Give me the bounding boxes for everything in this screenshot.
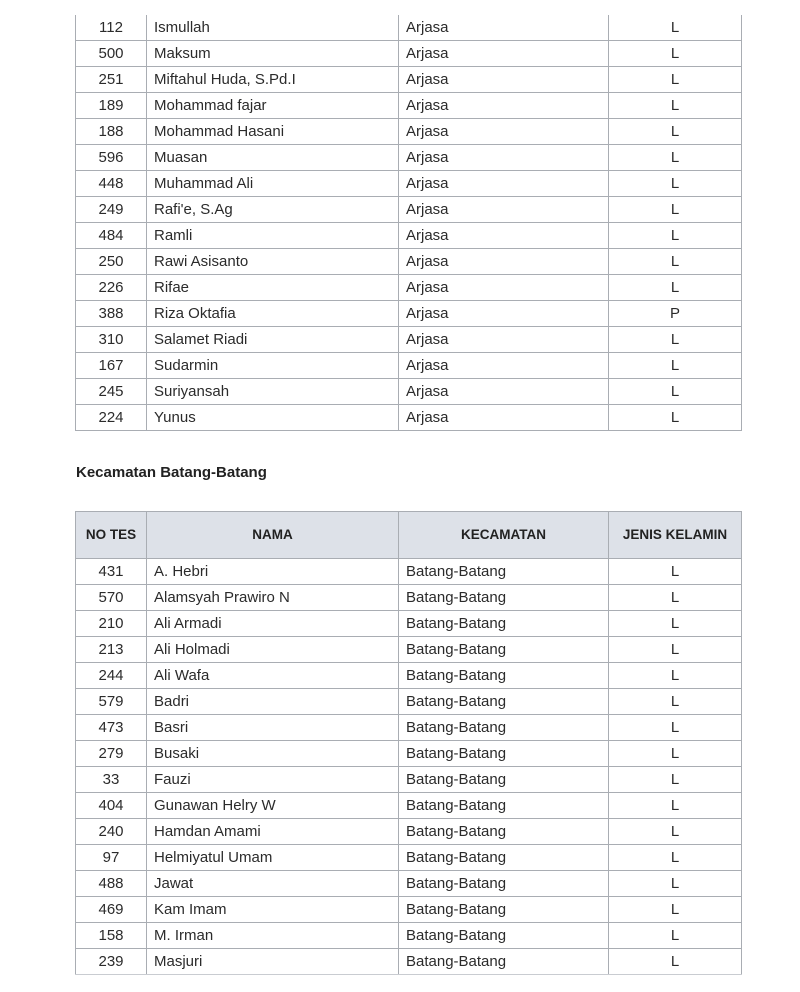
cell-no-tes: 488: [76, 871, 147, 897]
cell-jenis-kelamin: L: [609, 871, 742, 897]
table-row: [76, 793, 742, 819]
cell-nama: Maksum: [147, 41, 399, 67]
cell-kecamatan: Batang-Batang: [399, 689, 609, 715]
cell-no-tes: 251: [76, 67, 147, 93]
cell-kecamatan: Arjasa: [399, 15, 609, 41]
cell-jenis-kelamin: L: [609, 275, 742, 301]
cell-jenis-kelamin: L: [609, 15, 742, 41]
table-row: [76, 145, 742, 171]
cell-nama: Hamdan Amami: [147, 819, 399, 845]
cell-nama: M. Irman: [147, 923, 399, 949]
cell-no-tes: 226: [76, 275, 147, 301]
cell-kecamatan: Arjasa: [399, 171, 609, 197]
cell-nama: Badri: [147, 689, 399, 715]
cell-no-tes: 239: [76, 949, 147, 975]
cell-jenis-kelamin: L: [609, 67, 742, 93]
cell-nama: Kam Imam: [147, 897, 399, 923]
cell-no-tes: 240: [76, 819, 147, 845]
table-row: [76, 611, 742, 637]
cell-no-tes: 245: [76, 379, 147, 405]
cell-no-tes: 500: [76, 41, 147, 67]
cell-no-tes: 249: [76, 197, 147, 223]
cell-jenis-kelamin: L: [609, 559, 742, 585]
cell-no-tes: 596: [76, 145, 147, 171]
cell-nama: Miftahul Huda, S.Pd.I: [147, 67, 399, 93]
cell-jenis-kelamin: L: [609, 741, 742, 767]
cell-nama: Basri: [147, 715, 399, 741]
cell-jenis-kelamin: L: [609, 405, 742, 431]
cell-nama: Busaki: [147, 741, 399, 767]
table-row: [76, 171, 742, 197]
table-row: [76, 67, 742, 93]
cell-nama: Ramli: [147, 223, 399, 249]
cell-no-tes: 189: [76, 93, 147, 119]
table-row: [76, 275, 742, 301]
table-row: [76, 405, 742, 431]
cell-nama: Mohammad fajar: [147, 93, 399, 119]
cell-jenis-kelamin: L: [609, 611, 742, 637]
cell-nama: Fauzi: [147, 767, 399, 793]
table-row: [76, 41, 742, 67]
table-body: [76, 559, 742, 975]
cell-kecamatan: Batang-Batang: [399, 897, 609, 923]
table-row: [76, 897, 742, 923]
cell-kecamatan: Batang-Batang: [399, 663, 609, 689]
cell-kecamatan: Arjasa: [399, 405, 609, 431]
cell-jenis-kelamin: L: [609, 949, 742, 975]
cell-nama: Rawi Asisanto: [147, 249, 399, 275]
cell-jenis-kelamin: L: [609, 845, 742, 871]
cell-no-tes: 250: [76, 249, 147, 275]
cell-nama: Ismullah: [147, 15, 399, 41]
cell-nama: Riza Oktafia: [147, 301, 399, 327]
cell-kecamatan: Arjasa: [399, 223, 609, 249]
cell-no-tes: 33: [76, 767, 147, 793]
cell-nama: Helmiyatul Umam: [147, 845, 399, 871]
table-row: [76, 845, 742, 871]
cell-nama: Sudarmin: [147, 353, 399, 379]
cell-jenis-kelamin: L: [609, 585, 742, 611]
cell-kecamatan: Arjasa: [399, 379, 609, 405]
cell-nama: Suriyansah: [147, 379, 399, 405]
cell-kecamatan: Batang-Batang: [399, 637, 609, 663]
cell-kecamatan: Arjasa: [399, 67, 609, 93]
cell-jenis-kelamin: L: [609, 327, 742, 353]
cell-kecamatan: Batang-Batang: [399, 923, 609, 949]
table-row: [76, 119, 742, 145]
cell-no-tes: 213: [76, 637, 147, 663]
cell-no-tes: 431: [76, 559, 147, 585]
cell-nama: Masjuri: [147, 949, 399, 975]
cell-no-tes: 484: [76, 223, 147, 249]
table-row: [76, 923, 742, 949]
cell-no-tes: 570: [76, 585, 147, 611]
section-heading: Kecamatan Batang-Batang: [76, 464, 267, 481]
table-row: [76, 249, 742, 275]
cell-jenis-kelamin: L: [609, 637, 742, 663]
cell-nama: Yunus: [147, 405, 399, 431]
cell-no-tes: 448: [76, 171, 147, 197]
cell-no-tes: 469: [76, 897, 147, 923]
cell-no-tes: 167: [76, 353, 147, 379]
table-row: [76, 327, 742, 353]
table-row: [76, 689, 742, 715]
cell-kecamatan: Batang-Batang: [399, 585, 609, 611]
table-row: [76, 715, 742, 741]
table-row: [76, 741, 742, 767]
cell-kecamatan: Arjasa: [399, 145, 609, 171]
table-row: [76, 767, 742, 793]
cell-jenis-kelamin: L: [609, 793, 742, 819]
cell-jenis-kelamin: L: [609, 145, 742, 171]
participants-table-arjasa: [75, 15, 742, 431]
table-row: [76, 871, 742, 897]
table-row: [76, 949, 742, 975]
cell-jenis-kelamin: L: [609, 41, 742, 67]
cell-nama: Muasan: [147, 145, 399, 171]
header-row: [76, 512, 742, 559]
cell-kecamatan: Arjasa: [399, 301, 609, 327]
table-row: [76, 301, 742, 327]
cell-kecamatan: Arjasa: [399, 249, 609, 275]
cell-jenis-kelamin: L: [609, 663, 742, 689]
cell-kecamatan: Batang-Batang: [399, 767, 609, 793]
participants-table-batang-batang: [75, 511, 742, 975]
cell-no-tes: 279: [76, 741, 147, 767]
cell-kecamatan: Arjasa: [399, 327, 609, 353]
table-body: [76, 15, 742, 431]
cell-jenis-kelamin: L: [609, 689, 742, 715]
cell-jenis-kelamin: L: [609, 379, 742, 405]
cell-no-tes: 210: [76, 611, 147, 637]
cell-kecamatan: Arjasa: [399, 275, 609, 301]
cell-nama: Salamet Riadi: [147, 327, 399, 353]
cell-nama: Rafi'e, S.Ag: [147, 197, 399, 223]
header-kecamatan: KECAMATAN: [399, 512, 609, 559]
cell-kecamatan: Batang-Batang: [399, 741, 609, 767]
table-row: [76, 223, 742, 249]
table-row: [76, 559, 742, 585]
cell-kecamatan: Batang-Batang: [399, 845, 609, 871]
cell-kecamatan: Arjasa: [399, 197, 609, 223]
cell-no-tes: 112: [76, 15, 147, 41]
cell-nama: Ali Holmadi: [147, 637, 399, 663]
cell-no-tes: 310: [76, 327, 147, 353]
cell-kecamatan: Batang-Batang: [399, 793, 609, 819]
cell-jenis-kelamin: L: [609, 249, 742, 275]
cell-no-tes: 158: [76, 923, 147, 949]
cell-nama: Muhammad Ali: [147, 171, 399, 197]
cell-kecamatan: Batang-Batang: [399, 559, 609, 585]
cell-nama: A. Hebri: [147, 559, 399, 585]
cell-no-tes: 404: [76, 793, 147, 819]
cell-nama: Ali Armadi: [147, 611, 399, 637]
cell-jenis-kelamin: L: [609, 93, 742, 119]
table-row: [76, 819, 742, 845]
table-row: [76, 15, 742, 41]
cell-nama: Ali Wafa: [147, 663, 399, 689]
cell-no-tes: 224: [76, 405, 147, 431]
cell-jenis-kelamin: L: [609, 223, 742, 249]
cell-nama: Alamsyah Prawiro N: [147, 585, 399, 611]
cell-no-tes: 473: [76, 715, 147, 741]
cell-jenis-kelamin: L: [609, 715, 742, 741]
table-header: [76, 512, 742, 559]
cell-kecamatan: Arjasa: [399, 93, 609, 119]
header-no-tes: NO TES: [76, 512, 147, 559]
cell-kecamatan: Arjasa: [399, 41, 609, 67]
cell-no-tes: 97: [76, 845, 147, 871]
cell-no-tes: 244: [76, 663, 147, 689]
table-row: [76, 353, 742, 379]
header-jenis-kelamin: JENIS KELAMIN: [609, 512, 742, 559]
cell-no-tes: 188: [76, 119, 147, 145]
cell-nama: Rifae: [147, 275, 399, 301]
cell-nama: Jawat: [147, 871, 399, 897]
cell-nama: Mohammad Hasani: [147, 119, 399, 145]
cell-kecamatan: Arjasa: [399, 353, 609, 379]
cell-jenis-kelamin: L: [609, 897, 742, 923]
cell-kecamatan: Batang-Batang: [399, 871, 609, 897]
cell-kecamatan: Batang-Batang: [399, 819, 609, 845]
cell-jenis-kelamin: L: [609, 171, 742, 197]
table-row: [76, 585, 742, 611]
cell-no-tes: 388: [76, 301, 147, 327]
cell-jenis-kelamin: L: [609, 923, 742, 949]
cell-kecamatan: Batang-Batang: [399, 611, 609, 637]
cell-kecamatan: Batang-Batang: [399, 949, 609, 975]
cell-jenis-kelamin: L: [609, 819, 742, 845]
cell-jenis-kelamin: L: [609, 197, 742, 223]
cell-kecamatan: Arjasa: [399, 119, 609, 145]
cell-jenis-kelamin: L: [609, 353, 742, 379]
header-nama: NAMA: [147, 512, 399, 559]
table-row: [76, 93, 742, 119]
cell-no-tes: 579: [76, 689, 147, 715]
table-row: [76, 197, 742, 223]
table-row: [76, 379, 742, 405]
cell-jenis-kelamin: L: [609, 767, 742, 793]
cell-kecamatan: Batang-Batang: [399, 715, 609, 741]
table-row: [76, 663, 742, 689]
cell-nama: Gunawan Helry W: [147, 793, 399, 819]
cell-jenis-kelamin: L: [609, 119, 742, 145]
cell-jenis-kelamin: P: [609, 301, 742, 327]
table-row: [76, 637, 742, 663]
